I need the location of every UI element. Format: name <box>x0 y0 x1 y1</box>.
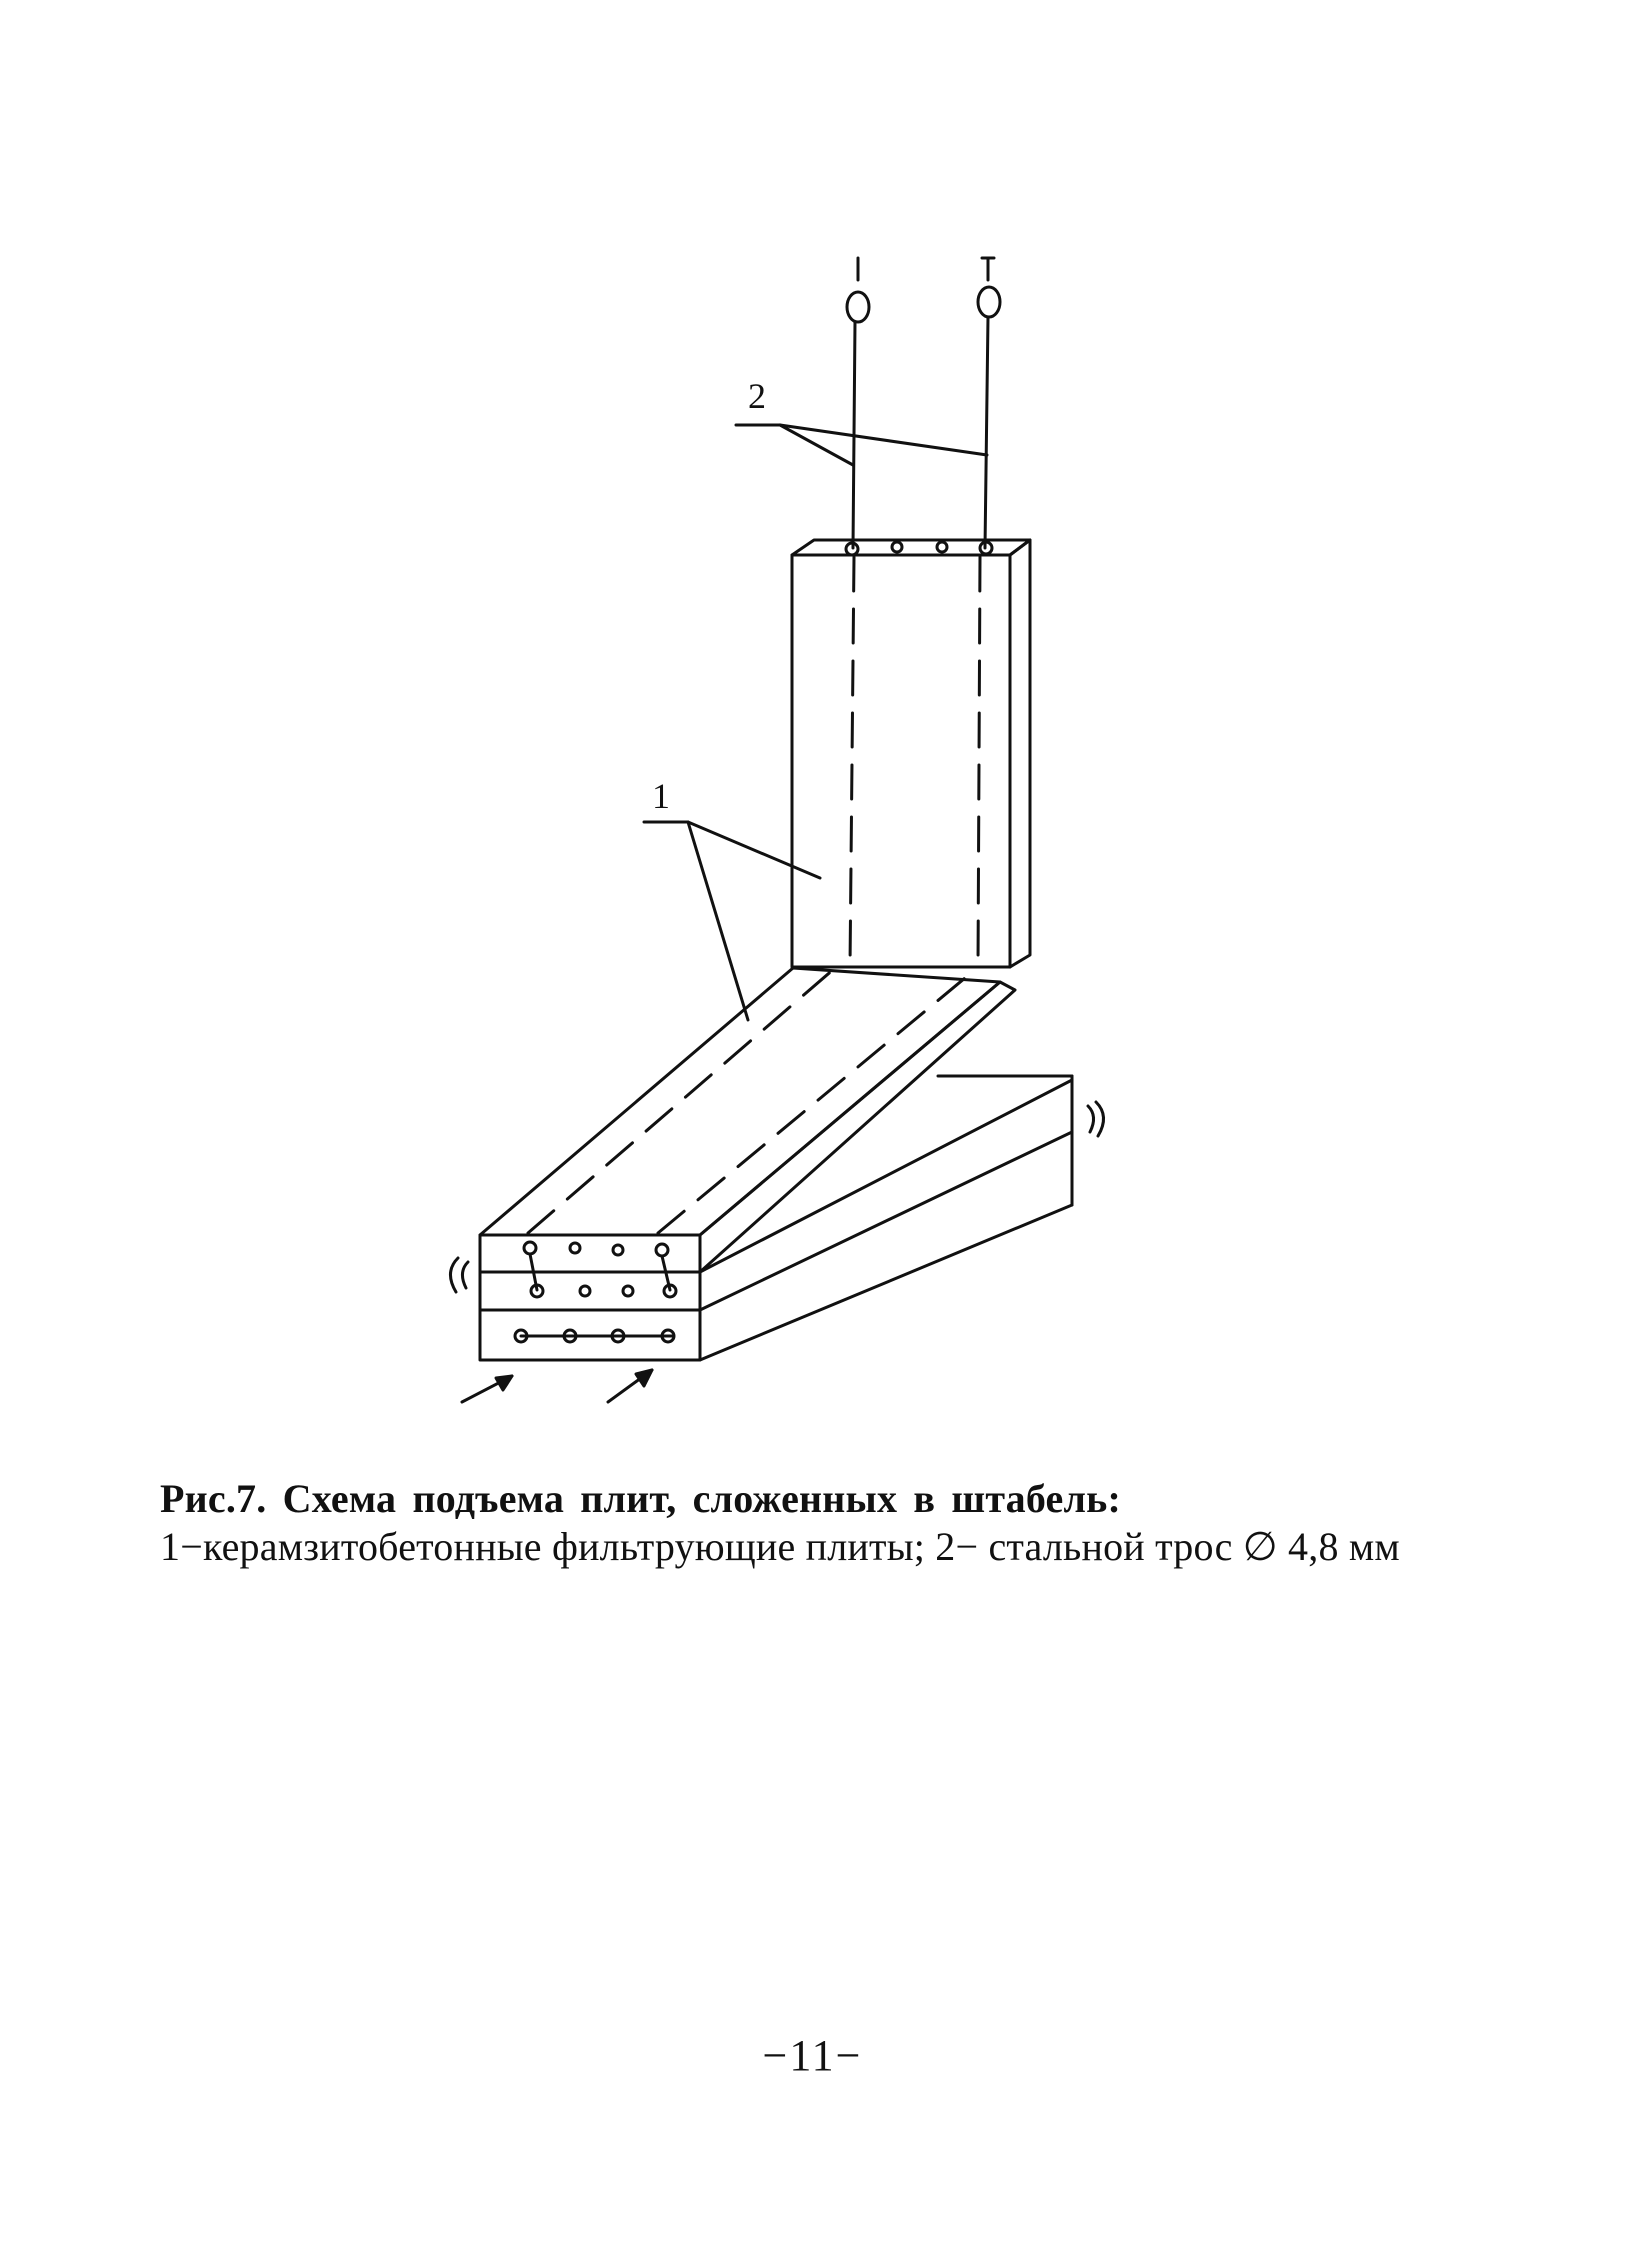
steel-cables <box>847 258 1000 548</box>
slab-hole <box>580 1286 590 1296</box>
slab-hole <box>524 1242 536 1254</box>
callout-1-leader-inclined <box>688 822 748 1020</box>
hidden-channel-left <box>850 557 854 967</box>
callout-1 <box>644 822 820 1020</box>
top-hole <box>892 542 902 552</box>
arrow-left-head <box>496 1376 512 1390</box>
inclined-slab-top <box>480 968 1000 1235</box>
rotation-mark-right <box>1096 1102 1104 1136</box>
upright-slab <box>792 540 1030 967</box>
upright-slab-front <box>792 555 1010 967</box>
top-hole <box>937 542 947 552</box>
rotation-mark-left <box>450 1258 458 1292</box>
stack-side-line-1 <box>700 1080 1072 1272</box>
inclined-slab-side <box>700 982 1015 1272</box>
slab-hole <box>623 1286 633 1296</box>
callout-2-leader-right <box>780 425 987 455</box>
callout-1-leader-upright <box>688 822 820 878</box>
rotation-mark-right-inner <box>1088 1106 1094 1132</box>
caption-title: Рис.7. Схема подъема плит, сложенных в штабель: <box>160 1476 1122 1521</box>
upright-slab-top <box>792 540 1030 555</box>
shackle-left <box>847 292 869 322</box>
slab-hole <box>613 1245 623 1255</box>
slab-hole <box>656 1244 668 1256</box>
hidden-channel-inclined-right <box>658 978 965 1233</box>
shackle-right <box>978 287 1000 317</box>
direction-arrows <box>462 1370 652 1402</box>
slab-stack <box>480 1076 1072 1360</box>
rotation-mark-left-inner <box>462 1262 468 1288</box>
caption-legend: 1−керамзитобетонные фильтрующие плиты; 2− стальной трос ∅ 4,8 мм <box>160 1524 1400 1569</box>
callout-2 <box>736 425 987 465</box>
hidden-channel-right <box>978 557 980 967</box>
callout-2-label: 2 <box>748 376 766 416</box>
rotation-marks <box>450 1102 1103 1292</box>
slab-hole <box>570 1243 580 1253</box>
arrow-right-head <box>636 1370 652 1386</box>
callout-1-label: 1 <box>652 776 670 816</box>
figure-caption <box>160 1475 1560 1571</box>
page-number: −11− <box>762 2031 863 2080</box>
cable-right <box>985 317 988 548</box>
upright-slab-side <box>1010 540 1030 967</box>
